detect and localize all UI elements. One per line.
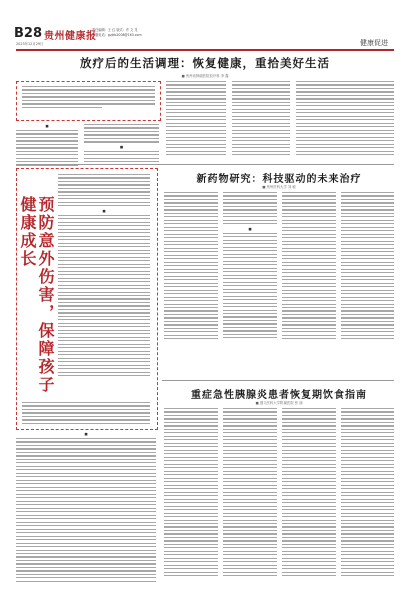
article4-column-3 bbox=[282, 408, 336, 579]
section-title: 健康促进 bbox=[360, 39, 388, 47]
issue-date: 2023年12月29日 bbox=[16, 42, 44, 46]
article4-column-2 bbox=[223, 408, 277, 579]
article1-title: 放疗后的生活调理：恢复健康，重拾美好生活 bbox=[80, 56, 330, 70]
section-divider-1 bbox=[16, 164, 394, 165]
article1-column-4 bbox=[232, 81, 290, 158]
contact-line: 本版电话：gzjkb2008@163.com bbox=[92, 33, 142, 37]
article4-title: 重症急性胰腺炎患者恢复期饮食指南 bbox=[191, 390, 367, 401]
article1-column-3 bbox=[166, 81, 226, 158]
header-rule bbox=[16, 49, 394, 51]
page-number: B28 bbox=[14, 26, 42, 41]
article1-byline: ■ 贵州省肿瘤医院放疗科 李 鑫 bbox=[181, 74, 229, 78]
article2-column-1: ■ bbox=[58, 174, 150, 379]
article3-column-1 bbox=[164, 192, 218, 342]
article1-summary-box bbox=[16, 81, 161, 121]
article1-summary-text bbox=[22, 86, 155, 110]
article3-title: 新药物研究：科技驱动的未来治疗 bbox=[196, 174, 362, 185]
article3-byline: ■ 贵州医科大学 刘 敏 bbox=[262, 185, 296, 189]
article1-column-1: ■ bbox=[16, 124, 78, 168]
section-divider-2 bbox=[162, 380, 394, 381]
article1-column-2: ■ bbox=[84, 124, 159, 165]
article1-column-5 bbox=[296, 81, 394, 158]
article3-column-4 bbox=[341, 192, 394, 342]
article3-column-2: ■ bbox=[223, 192, 277, 341]
page-header bbox=[0, 0, 410, 58]
article2-continuation: ■ bbox=[16, 432, 156, 584]
article3-column-3 bbox=[282, 192, 336, 342]
article2-title: 预防意外伤害，保障孩子健康成长 bbox=[18, 196, 55, 394]
article4-column-1 bbox=[164, 408, 218, 579]
article4-byline: ■ 遵义医科大学附属医院 张 丽 bbox=[255, 401, 303, 405]
newspaper-logo: 贵州健康报 bbox=[44, 31, 97, 42]
editor-line: 责任编辑：王 红 版式：许 文 龙 bbox=[92, 28, 138, 32]
article2-column-2 bbox=[22, 402, 150, 426]
article4-column-4 bbox=[341, 408, 394, 579]
